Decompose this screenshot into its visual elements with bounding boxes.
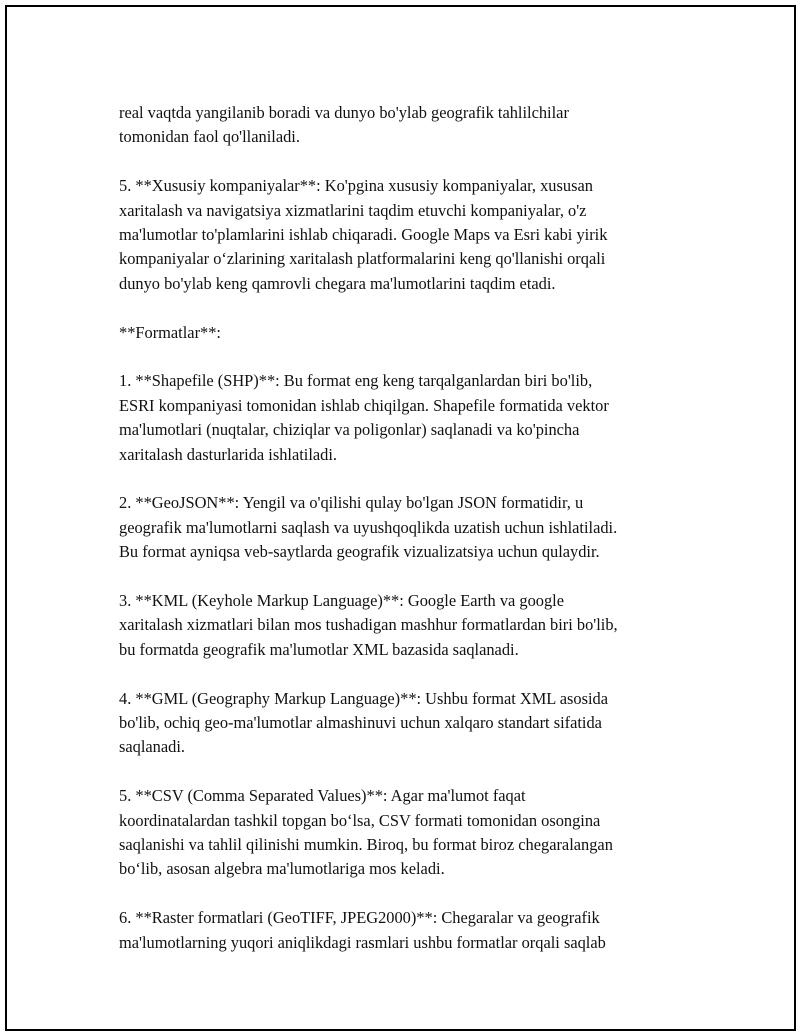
text-line: 3. **KML (Keyhole Markup Language)**: Google Earth va google: [119, 591, 565, 611]
text-line: real vaqtda yangilanib boradi va dunyo bo'ylab geografik tahlilchilar: [119, 103, 569, 122]
text-line: 5. **CSV (Comma Separated Values)**: Agar ma'lumot faqat: [119, 786, 526, 806]
text-line: koordinatalardan tashkil topgan bo‘lsa, CSV formati tomonidan osongina: [119, 810, 601, 830]
section-heading-formats: [119, 321, 709, 345]
text-line: 6. **Raster formatlari (GeoTIFF, JPEG2000)**: Chegaralar va geografik: [119, 908, 600, 928]
text-line: 4. **GML (Geography Markup Language)**: Ushbu format XML asosida: [119, 688, 609, 708]
paragraph-continuation: [119, 101, 709, 150]
paragraph-raster: [119, 906, 709, 955]
text-line: ESRI kompaniyasi tomonidan ishlab chiqilgan. Shapefile formatida vektor: [119, 395, 609, 415]
paragraph-csv: [119, 784, 709, 882]
text-line: tomonidan faol qo'llaniladi.: [119, 127, 300, 147]
text-line: bo‘lib, asosan algebra ma'lumotlariga mos keladi.: [119, 859, 445, 879]
text-line: ma'lumotlari (nuqtalar, chiziqlar va poligonlar) saqlanadi va ko'pincha: [119, 420, 580, 440]
text-line: xaritalash va navigatsiya xizmatlarini taqdim etuvchi kompaniyalar, o'z: [119, 200, 587, 220]
page-frame: [5, 5, 796, 1031]
text-line: kompaniyalar o‘zlarining xaritalash platformalarini keng qo'llanishi orqali: [119, 249, 606, 269]
text-line: xaritalash xizmatlari bilan mos tushadigan mashhur formatlardan biri bo'lib,: [119, 615, 618, 635]
text-line: dunyo bo'ylab keng qamrovli chegara ma'lumotlarini taqdim etadi.: [119, 273, 556, 293]
text-line: 5. **Xususiy kompaniyalar**: Ko'pgina xususiy kompaniyalar, xususan: [119, 176, 593, 196]
text-line: 1. **Shapefile (SHP)**: Bu format eng keng tarqalganlardan biri bo'lib,: [119, 371, 593, 391]
text-line: saqlanishi va tahlil qilinishi mumkin. Biroq, bu format biroz chegaralangan: [119, 835, 613, 855]
text-line: xaritalash dasturlarida ishlatiladi.: [119, 444, 338, 464]
document-body: [119, 101, 709, 979]
paragraph-kml: [119, 589, 709, 662]
text-line: geografik ma'lumotlarni saqlash va uyushqoqlikda uzatish uchun ishlatiladi.: [119, 517, 618, 537]
paragraph-private-companies: [119, 174, 709, 296]
text-line: ma'lumotlar to'plamlarini ishlab chiqaradi. Google Maps va Esri kabi yirik: [119, 225, 608, 245]
paragraph-gml: [119, 687, 709, 760]
paragraph-shapefile: [119, 369, 709, 467]
paragraph-geojson: [119, 491, 709, 564]
text-line: **Formatlar**:: [119, 322, 221, 342]
text-line: 2. **GeoJSON**: Yengil va o'qilishi qulay bo'lgan JSON formatidir, u: [119, 493, 584, 513]
text-line: saqlanadi.: [119, 737, 185, 757]
text-line: Bu format ayniqsa veb-saytlarda geografik vizualizatsiya uchun qulaydir.: [119, 542, 600, 562]
text-line: bu formatda geografik ma'lumotlar XML bazasida saqlanadi.: [119, 639, 519, 659]
text-line: ma'lumotlarning yuqori aniqlikdagi rasmlari ushbu formatlar orqali saqlab: [119, 932, 606, 952]
text-line: bo'lib, ochiq geo-ma'lumotlar almashinuvi uchun xalqaro standart sifatida: [119, 713, 602, 733]
